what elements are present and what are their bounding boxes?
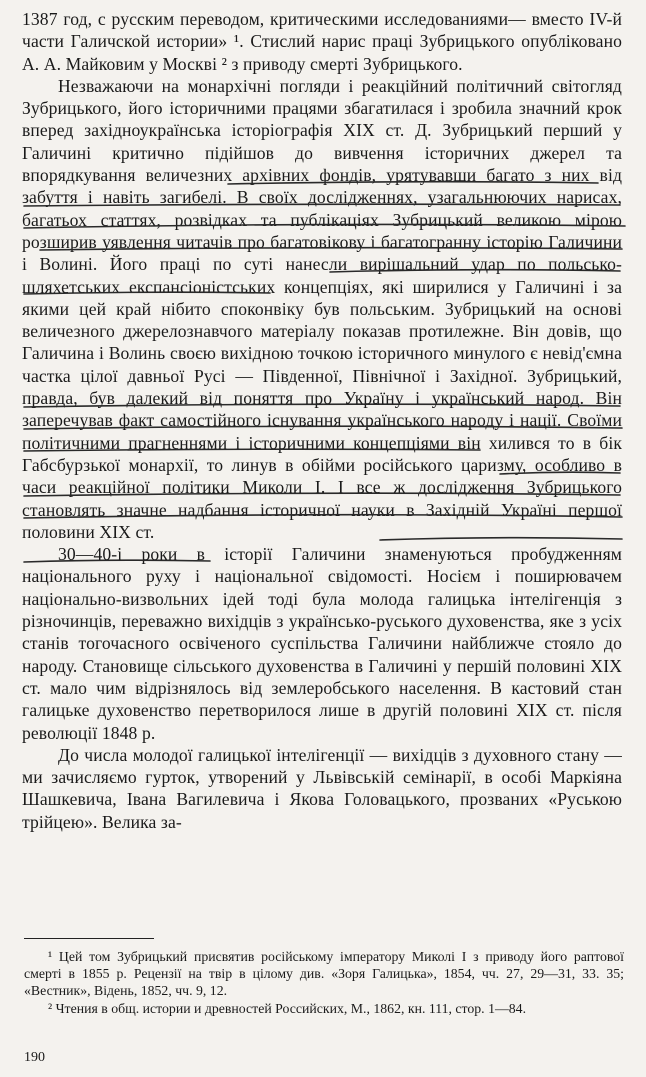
paragraph-ruska-triitsia: До числа молодої галицької інтелігенції — вихідців з духовного стану — ми зачисляємо гурток, утворений у Львівській семінарії, в особі Маркіяна Шашкевича, Івана Вагилевича і Якова Головацького, прозваних «Руською трійцею». Велика за- <box>22 744 622 832</box>
paragraph-national-movement: 30—40-і роки в історії Галичини знаменуються пробудженням національного руху і національної свідомості. Носієм і поширювачем національно-визвольних ідей тоді була молода галицька інтелігенція з різночинців, переважно вихідців з українсько-руського духовенства, яке з усіх станів тогочасного освіченого суспільства Галичини найближче стояло до народу. Становище сільського духовенства в Галичині у першій половині XIX ст. мало чим відрізнялось від землеробського населення. В кастовий стан галицьке духовенство перетворилося лише в другій половині XIX ст. після революції 1848 р. <box>22 544 622 743</box>
page-number: 190 <box>24 1050 45 1065</box>
footnote-1: ¹ Цей том Зубрицький присвятив російському імператору Миколі І з приводу його раптової смерті в 1855 р. Рецензії на твір в цілому див. «Зоря Галицька», 1854, чч. 27, 29—31, 33. 35; «Вестник», Відень, 1852, чч. 9, 12. <box>24 949 624 999</box>
paragraph-continued: 1387 год, с русским переводом, критическими исследованиями— вместо IV-й части Галичской истории» ¹. Стислий нарис праці Зубрицького опубліковано А. А. Майковим у Москві ² з приводу смерті Зубрицького. <box>22 9 622 74</box>
main-text <box>22 8 622 833</box>
footnote-separator <box>24 938 154 939</box>
paragraph-zubrytsky-legacy: Незважаючи на монархічні погляди і реакційний політичний світогляд Зубрицького, його історичними працями збагатилася і зробила значний крок вперед західноукраїнська історіографія XIX ст. Д. Зубрицький перший у Галичині критично підійшов до вивчення історичних джерел та впорядкування величезних архівних фондів, урятувавши багато з них від забуття і навіть загибелі. В своїх дослідженнях, узагальнюючих нарисах, багатьох статтях, розвідках та публікаціях Зубрицький великою мірою розширив уявлення читачів про багатовікову і багатогранну історію Галичини і Волині. Його праці по суті нанесли вирішальний удар по польсько-шляхетських експансіоністських концепціях, які ширилися у Галичині і за якими цей край нібито споконвіку був польським. Зубрицький на основі величезного джерелознавчого матеріалу показав протилежне. Він довів, що Галичина і Волинь своєю вихідною точкою історичного минулого є невід'ємна частка цілої давньої Русі — Південної, Північної і Західної. Зубрицький, правда, був далекий від поняття про Україну і український народ. Він заперечував факт самостійного існування українського народу і нації. Своїми політичними прагненнями і історичними концепціями він хилився то в бік Габсбурзької монархії, то линув в обійми російського царизму, особливо в часи реакційної політики Миколи І. І все ж дослідження Зубрицького становлять значне надбання історичної науки в Західній Україні першої половини XIX ст. <box>22 75 622 542</box>
footnote-2: ² Чтения в общ. истории и древностей Российских, М., 1862, кн. 111, стор. 1—84. <box>48 1000 527 1016</box>
footnotes <box>24 948 624 1017</box>
